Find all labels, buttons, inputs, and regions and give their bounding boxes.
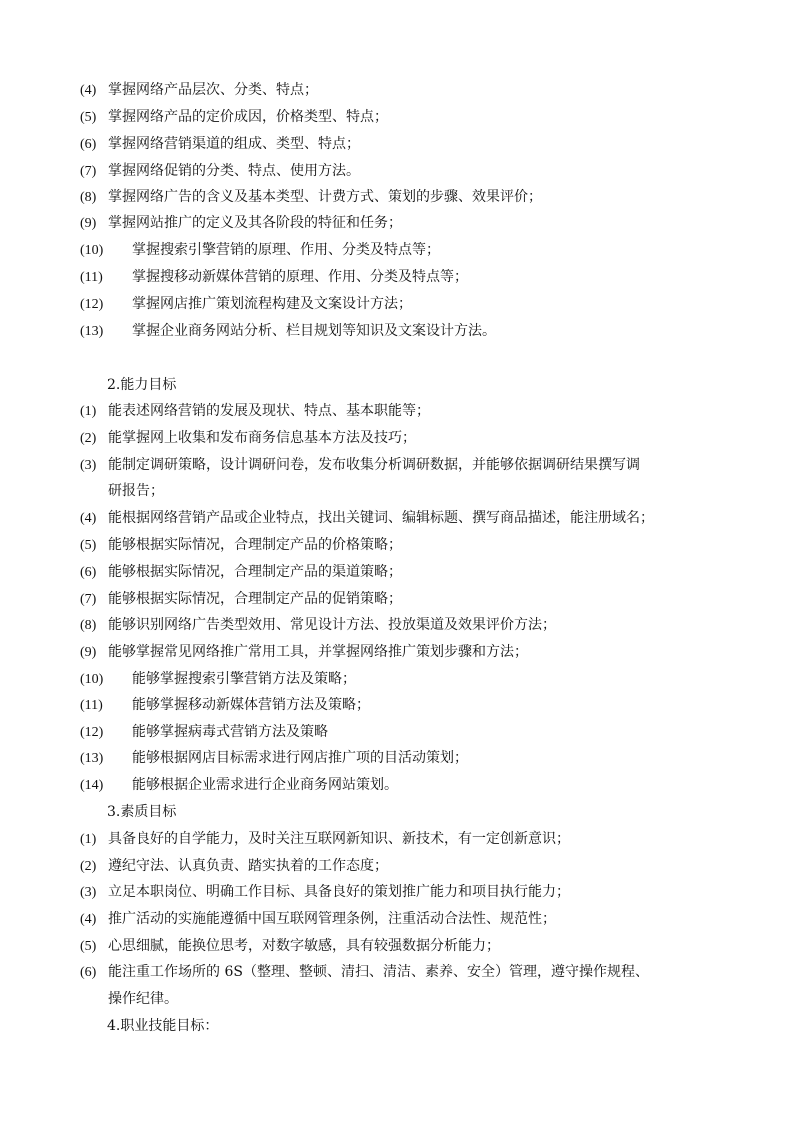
knowledge-item: (5) 掌握网络产品的定价成因，价格类型、特点；: [80, 109, 388, 125]
knowledge-item: (6) 掌握网络营销渠道的组成、类型、特点；: [80, 136, 360, 152]
ability-item: (4) 能根据网络营销产品或企业特点，找出关键词、编辑标题、撰写商品描述，能注册域名；: [80, 510, 654, 526]
ability-item: (13) 能够根据网店目标需求进行网店推广项的目活动策划；: [80, 750, 468, 766]
section-heading-quality: 3.素质目标: [107, 804, 177, 820]
ability-item: (7) 能够根据实际情况，合理制定产品的促销策略；: [80, 591, 402, 607]
knowledge-item: (4) 掌握网络产品层次、分类、特点；: [80, 82, 318, 98]
ability-item: (8) 能够识别网络广告类型效用、常见设计方法、投放渠道及效果评价方法；: [80, 617, 556, 633]
ability-item: (6) 能够根据实际情况，合理制定产品的渠道策略；: [80, 564, 402, 580]
quality-item: (6) 能注重工作场所的 6S（整理、整顿、清扫、清洁、素养、安全）管理，遵守操作规程、: [80, 964, 649, 980]
ability-item: (9) 能够掌握常见网络推广常用工具，并掌握网络推广策划步骤和方法；: [80, 644, 528, 660]
quality-item: (1) 具备良好的自学能力，及时关注互联网新知识、新技术，有一定创新意识；: [80, 831, 570, 847]
ability-item: (14) 能够根据企业需求进行企业商务网站策划。: [80, 777, 398, 793]
quality-item: (4) 推广活动的实施能遵循中国互联网管理条例，注重活动合法性、规范性；: [80, 911, 556, 927]
quality-item: (2) 遵纪守法、认真负责、踏实执着的工作态度；: [80, 858, 388, 874]
knowledge-item: (13) 掌握企业商务网站分析、栏目规划等知识及文案设计方法。: [80, 323, 496, 339]
quality-item: (3) 立足本职岗位、明确工作目标、具备良好的策划推广能力和项目执行能力；: [80, 884, 570, 900]
knowledge-item: (11) 掌握搜移动新媒体营销的原理、作用、分类及特点等；: [80, 269, 468, 285]
knowledge-item: (12) 掌握网店推广策划流程构建及文案设计方法；: [80, 296, 412, 312]
ability-item: (1) 能表述网络营销的发展及现状、特点、基本职能等；: [80, 403, 430, 419]
knowledge-item: (7) 掌握网络促销的分类、特点、使用方法。: [80, 163, 360, 179]
quality-item-continuation: 操作纪律。: [108, 991, 178, 1007]
ability-item: (2) 能掌握网上收集和发布商务信息基本方法及技巧；: [80, 430, 416, 446]
section-heading-ability: 2.能力目标: [107, 377, 177, 393]
quality-item: (5) 心思细腻，能换位思考，对数字敏感，具有较强数据分析能力；: [80, 938, 500, 954]
knowledge-item: (8) 掌握网络广告的含义及基本类型、计费方式、策划的步骤、效果评价；: [80, 189, 542, 205]
ability-item: (11) 能够掌握移动新媒体营销方法及策略；: [80, 697, 370, 713]
ability-item-continuation: 研报告；: [108, 483, 164, 499]
ability-item: (5) 能够根据实际情况，合理制定产品的价格策略；: [80, 537, 402, 553]
ability-item: (12) 能够掌握病毒式营销方法及策略: [80, 724, 328, 740]
ability-item: (3) 能制定调研策略，设计调研问卷，发布收集分析调研数据，并能够依据调研结果撰写调: [80, 457, 640, 473]
knowledge-item: (10) 掌握搜索引擎营销的原理、作用、分类及特点等；: [80, 242, 440, 258]
section-heading-skill: 4.职业技能目标：: [107, 1018, 219, 1034]
knowledge-item: (9) 掌握网站推广的定义及其各阶段的特征和任务；: [80, 215, 402, 231]
ability-item: (10) 能够掌握搜索引擎营销方法及策略；: [80, 671, 356, 687]
